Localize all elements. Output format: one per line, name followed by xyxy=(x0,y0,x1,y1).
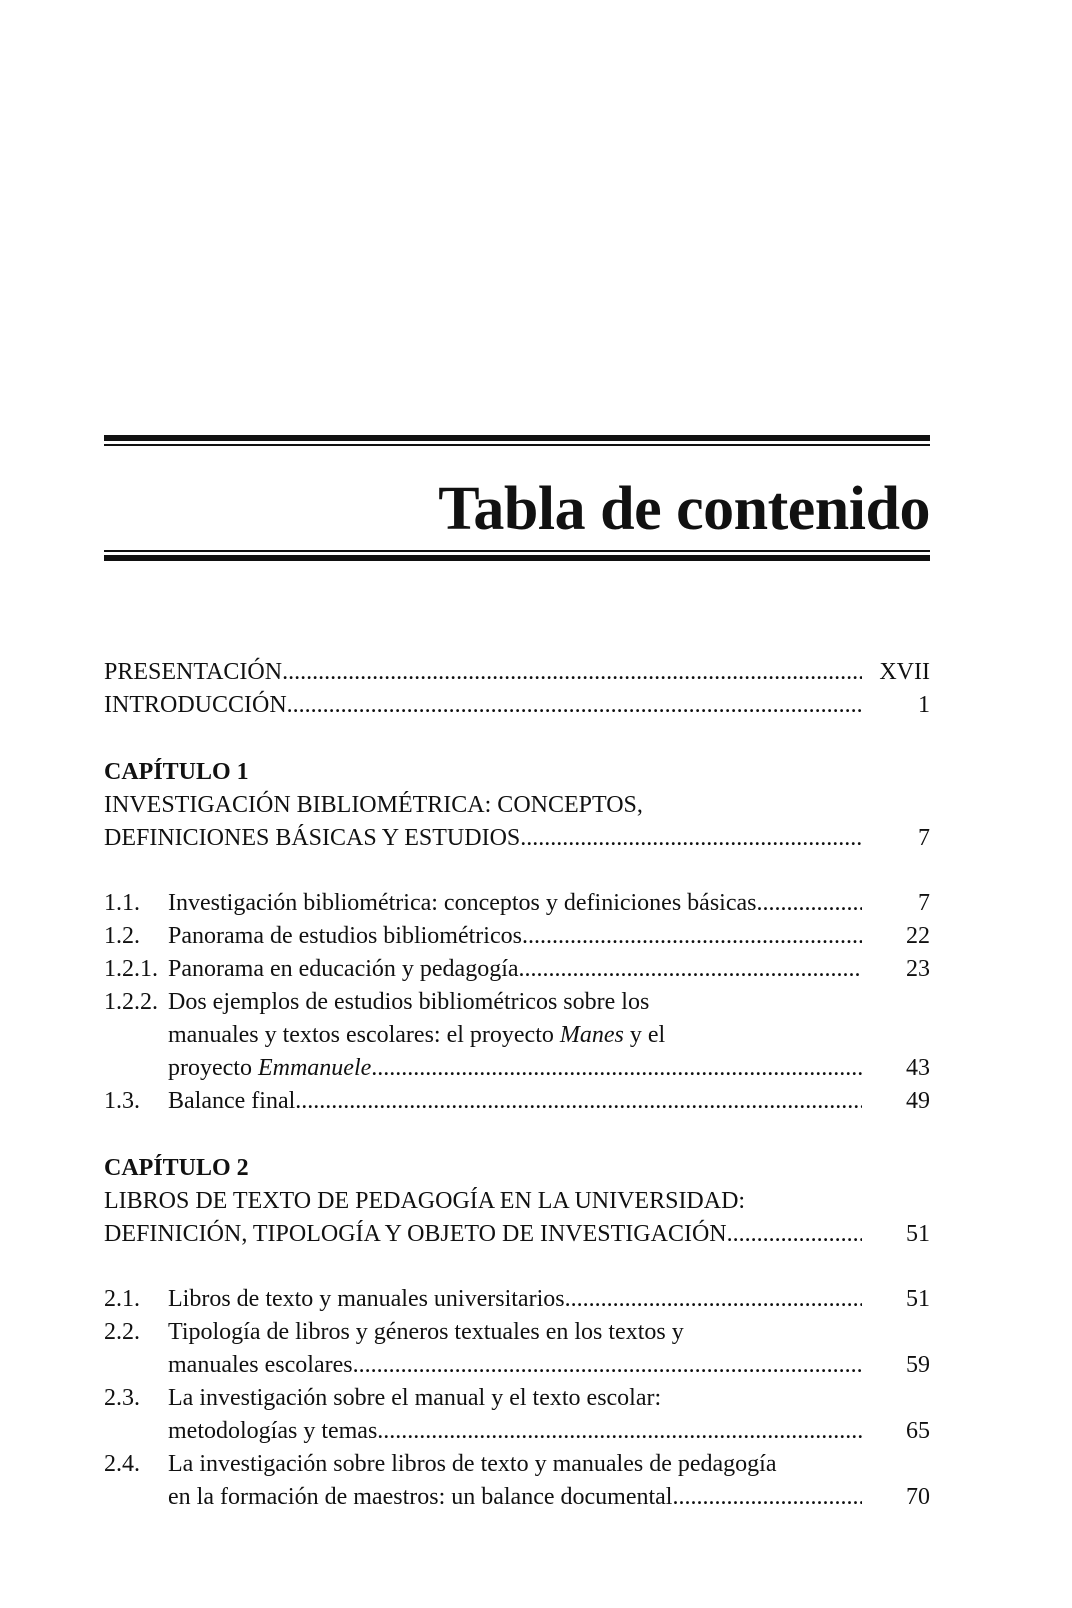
section-number: 2.1. xyxy=(104,1286,140,1312)
toc-entry-1-1[interactable] xyxy=(104,887,930,920)
section-title: Libros de texto y manuales universitarios xyxy=(168,1286,565,1312)
section-title: Investigación bibliométrica: conceptos y definiciones básicas xyxy=(168,890,757,916)
chapter-heading: CAPÍTULO 2 xyxy=(104,1155,249,1181)
section-number: 2.4. xyxy=(104,1451,140,1477)
toc-entry-chapter-1[interactable] xyxy=(104,822,930,855)
toc-page-number: 70 xyxy=(906,1484,930,1510)
toc-entry-2-1[interactable] xyxy=(104,1283,930,1316)
toc-entry-2-4[interactable] xyxy=(104,1448,930,1481)
toc-page-number: 43 xyxy=(906,1055,930,1081)
section-number: 1.1. xyxy=(104,890,140,916)
toc-page-number: 51 xyxy=(906,1286,930,1312)
section-title: La investigación sobre libros de texto y manuales de pedagogía xyxy=(168,1451,777,1477)
leader-dots xyxy=(282,656,862,689)
section-number: 1.2.1. xyxy=(104,956,158,982)
toc-page-number: 1 xyxy=(918,692,930,718)
section-title: en la formación de maestros: un balance documental xyxy=(168,1484,673,1510)
leader-dots xyxy=(565,1283,862,1316)
leader-dots xyxy=(522,920,862,953)
leader-dots xyxy=(756,887,862,920)
toc-entry-1-2-1[interactable] xyxy=(104,953,930,986)
section-title: Tipología de libros y géneros textuales en los textos y xyxy=(168,1319,684,1345)
bottom-rule-thick xyxy=(104,555,930,561)
toc-page-number: 7 xyxy=(918,825,930,851)
leader-dots xyxy=(672,1481,862,1514)
toc-page-number: 22 xyxy=(906,923,930,949)
toc-entry-1-3[interactable] xyxy=(104,1085,930,1118)
chapter-title-line: INVESTIGACIÓN BIBLIOMÉTRICA: CONCEPTOS, xyxy=(104,792,643,818)
toc-entry-presentacion[interactable] xyxy=(104,656,930,689)
leader-dots xyxy=(371,1052,862,1085)
section-title: proyecto Emmanuele xyxy=(168,1055,372,1081)
section-number: 2.3. xyxy=(104,1385,140,1411)
top-rule-thick xyxy=(104,435,930,441)
toc-entry-introduccion[interactable] xyxy=(104,689,930,722)
section-title: Panorama en educación y pedagogía xyxy=(168,956,519,982)
leader-dots xyxy=(353,1349,862,1382)
toc-entry-1-2-2-end[interactable] xyxy=(104,1052,930,1085)
section-number: 1.3. xyxy=(104,1088,140,1114)
toc-entry-1-2-2[interactable] xyxy=(104,986,930,1019)
leader-dots xyxy=(377,1415,862,1448)
toc-entry-2-2[interactable] xyxy=(104,1316,930,1349)
toc-entry-2-2-end[interactable] xyxy=(104,1349,930,1382)
leader-dots xyxy=(287,689,862,722)
toc-entry-2-4-end[interactable] xyxy=(104,1481,930,1514)
section-title: Dos ejemplos de estudios bibliométricos sobre los xyxy=(168,989,650,1015)
toc-entry-1-2-2-cont xyxy=(104,1019,930,1052)
toc-page-number: 49 xyxy=(906,1088,930,1114)
toc-page-number: 65 xyxy=(906,1418,930,1444)
section-title: manuales y textos escolares: el proyecto Manes y el xyxy=(168,1022,666,1048)
toc-page-number: XVII xyxy=(879,659,930,685)
toc-entry-label: INTRODUCCIÓN xyxy=(104,692,287,718)
toc-entry-chapter-2[interactable] xyxy=(104,1218,930,1251)
toc-entry-label: PRESENTACIÓN xyxy=(104,659,283,685)
toc-entry-1-2[interactable] xyxy=(104,920,930,953)
toc-page-number: 59 xyxy=(906,1352,930,1378)
chapter-heading: CAPÍTULO 1 xyxy=(104,759,249,785)
chapter-title-line: DEFINICIONES BÁSICAS Y ESTUDIOS xyxy=(104,825,521,851)
leader-dots xyxy=(520,822,862,855)
section-number: 1.2. xyxy=(104,923,140,949)
table-of-contents xyxy=(104,656,930,1514)
toc-page-number: 23 xyxy=(906,956,930,982)
leader-dots xyxy=(519,953,862,986)
top-rule-thin xyxy=(104,444,930,446)
toc-entry-2-3[interactable] xyxy=(104,1382,930,1415)
section-title: Panorama de estudios bibliométricos xyxy=(168,923,522,949)
chapter-title-line: DEFINICIÓN, TIPOLOGÍA Y OBJETO DE INVESTIGACIÓN xyxy=(104,1221,727,1247)
bottom-rule-thin xyxy=(104,550,930,552)
leader-dots xyxy=(295,1085,862,1118)
section-title: metodologías y temas xyxy=(168,1418,378,1444)
toc-page-number: 7 xyxy=(918,890,930,916)
section-title: La investigación sobre el manual y el texto escolar: xyxy=(168,1385,662,1411)
section-title: manuales escolares xyxy=(168,1352,353,1378)
page-title: Tabla de contenido xyxy=(438,475,930,543)
chapter-title-line: LIBROS DE TEXTO DE PEDAGOGÍA EN LA UNIVERSIDAD: xyxy=(104,1188,746,1214)
toc-page-number: 51 xyxy=(906,1221,930,1247)
section-number: 1.2.2. xyxy=(104,989,158,1015)
toc-entry-2-3-end[interactable] xyxy=(104,1415,930,1448)
section-title: Balance final xyxy=(168,1088,296,1114)
section-number: 2.2. xyxy=(104,1319,140,1345)
leader-dots xyxy=(727,1218,862,1251)
